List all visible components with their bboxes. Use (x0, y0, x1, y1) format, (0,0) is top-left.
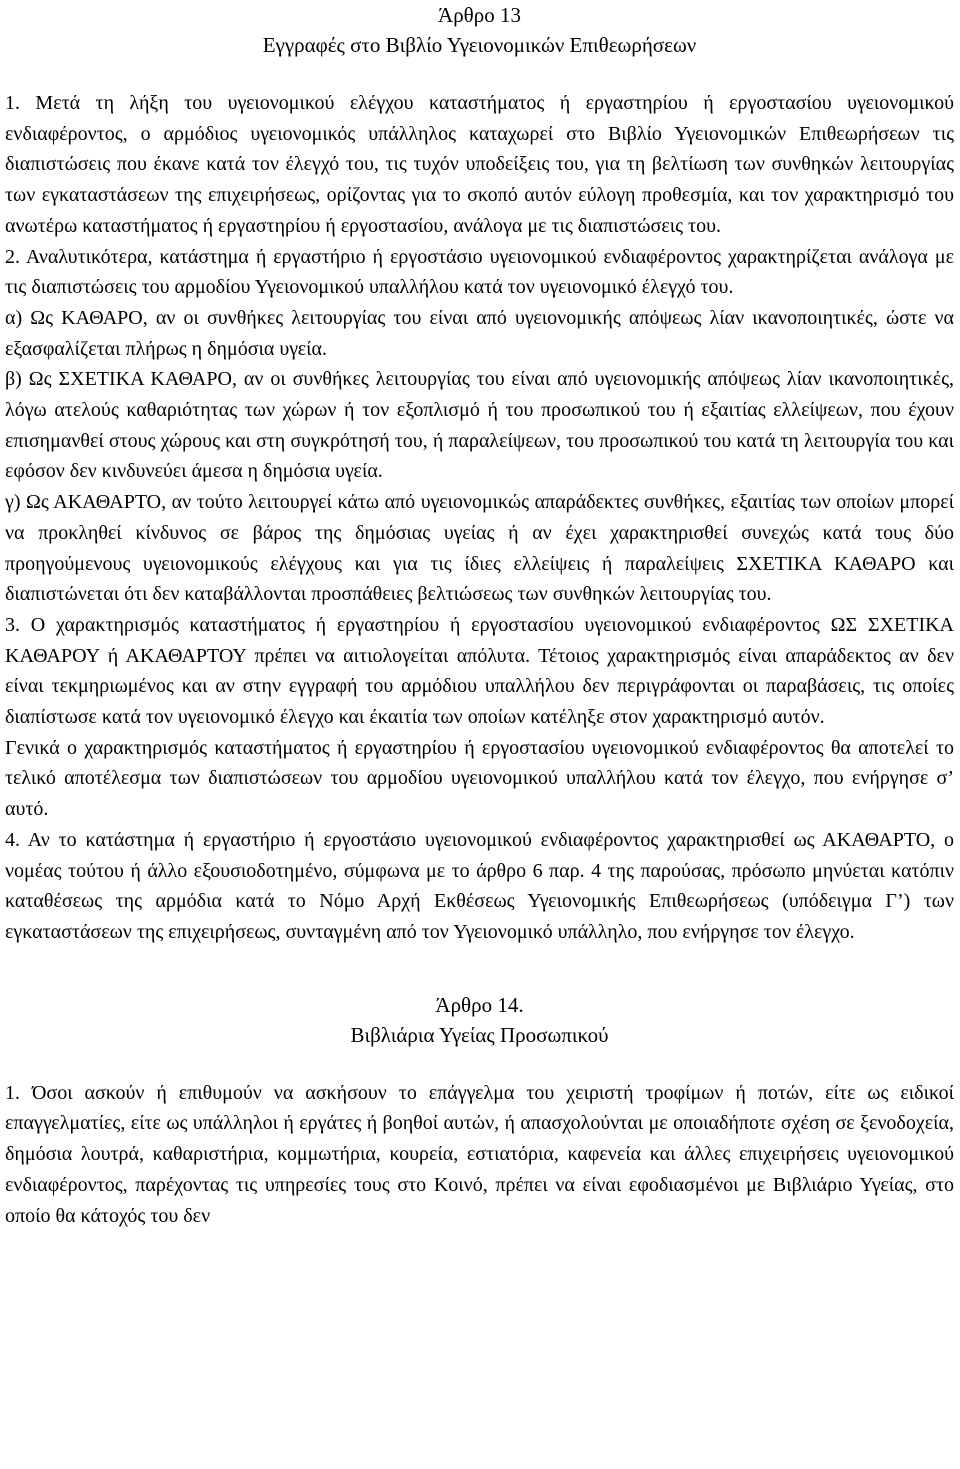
article-13-title: Εγγραφές στο Βιβλίο Υγειονομικών Επιθεωρήσεων (262, 33, 697, 57)
article-14-body (5, 1078, 954, 1232)
article-14-title: Βιβλιάρια Υγείας Προσωπικού (350, 1022, 609, 1047)
paragraph-4: 4. Αν το κατάστημα ή εργαστήριο ή εργοστάσιο υγειονομικού ενδιαφέροντος χαρακτηρισθεί ως ΑΚΑΘΑΡΤΟ, ο νομέας τούτου ή άλλο εξουσιοδοτημένο, σύμφωνα με το άρθρο 6 παρ. 4 της παρούσας, πρόσωπο μηνύεται κατόπιν καταθέσεως της αρμόδια κατά το Νόμο Αρχή Εκθέσεως Υγειονομικής Επιθεωρήσεως (υπόδειγμα Γ’) των εγκαταστάσεων της επιχειρήσεως, συνταγμένη από τον Υγειονομικό υπάλληλο, που ενήργησε τον έλεγχο. (5, 828, 954, 943)
paragraph-3: 3. Ο χαρακτηρισμός καταστήματος ή εργαστηρίου ή εργοστασίου υγειονομικού ενδιαφέροντος ΩΣ ΣΧΕΤΙΚΑ ΚΑΘΑΡΟΥ ή ΑΚΑΘΑΡΤΟΥ πρέπει να αιτιολογείται απόλυτα. Τέτοιος χαρακτηρισμός είναι απαράδεκτος αν δεν είναι τεκμηριωμένος και αν στην εγγραφή του αρμόδιου υπαλλήλου δεν περιγράφονται οι παραβάσεις, τις οποίες διαπίστωσε κατά τον υγειονομικό έλεγχο και έκαιτία των οποίων κατέληξε στον χαρακτηρισμό αυτόν. (5, 613, 954, 729)
paragraph-2c: γ) Ως ΑΚΑΘΑΡΤΟ, αν τούτο λειτουργεί κάτω από υγειονομικώς απαράδεκτες συνθήκες, εξαιτίας των οποίων μπορεί να προκληθεί κίνδυνος σε βάρος της δημόσιας υγείας ή αν έχει χαρακτηρισθεί συνεχώς κατά τους δύο προηγούμενους υγειονομικούς ελέγχους και για τις ίδιες ελλείψεις ή παραλείψεις ΣΧΕΤΙΚΑ ΚΑΘΑΡΟ και διαπιστώνεται ότι δεν καταβάλλονται προσπάθειες βελτιώσεως των συνθηκών λειτουργίας του. (5, 491, 954, 606)
article-13 (5, 0, 954, 948)
article-13-number: Άρθρο 13 (438, 3, 521, 27)
paragraph-1-article-14: 1. Όσοι ασκούν ή επιθυμούν να ασκήσουν το επάγγελμα του χειριστή τροφίμων ή ποτών, είτε ως ειδικοί επαγγελματίες, είτε ως υπάλληλοι ή εργάτες ή βοηθοί αυτών, ή απασχολούνται με οποιαδήποτε σχέση σε ξενοδοχεία, δημόσια λουτρά, καθαριστήρια, κομμωτήρια, κουρεία, εστιατόρια, καφενεία και άλλες επιχειρήσεις υγειονομικού ενδιαφέροντος, παρέχοντας τις υπηρεσίες τους στο Κοινό, πρέπει να είναι εφοδιασμένοι με Βιβλιάριο Υγείας, στο οποίο θα κάτοχός του δεν (5, 1081, 954, 1227)
paragraph-2b: β) Ως ΣΧΕΤΙΚΑ ΚΑΘΑΡΟ, αν οι συνθήκες λειτουργίας του είναι από υγειονομικής απόψεως λίαν ικανοποιητικές, λόγω ατελούς καθαριότητας των χώρων ή τον εξοπλισμό ή του προσωπικού του ή εξαιτίας ελλείψεων, που έχουν επισημανθεί στους χώρους και στη συγκρότησή του, ή παραλείψεων, του προσωπικού του κατά τη λειτουργία του και εφόσον δεν κινδυνεύει άμεσα η δημόσια υγεία. (5, 368, 954, 483)
paragraph-1: 1. Μετά τη λήξη του υγειονομικού ελέγχου καταστήματος ή εργαστηρίου ή εργοστασίου υγειονομικού ενδιαφέροντος, ο αρμόδιος υγειονομικός υπάλληλος καταχωρεί στο Βιβλίο Υγειονομικών Επιθεωρήσεων τις διαπιστώσεις που έκανε κατά τον έλεγχό του, τις τυχόν υποδείξεις του, για τη βελτίωση των συνθηκών λειτουργίας των εγκαταστάσεων της επιχειρήσεως, ορίζοντας για το σκοπό αυτόν εύλογη προθεσμία, και τον χαρακτηρισμό του ανωτέρω καταστήματος ή εργαστηρίου ή εργοστασίου, ανάλογα με τις διαπιστώσεις του. (5, 92, 954, 237)
article-14-number: Άρθρο 14. (435, 992, 524, 1017)
paragraph-2: 2. Αναλυτικότερα, κατάστημα ή εργαστήριο ή εργοστάσιο υγειονομικού ενδιαφέροντος χαρακτηρίζεται ανάλογα με τις διαπιστώσεις του αρμοδίου Υγειονομικού υπαλλήλου κατά τον υγειονομικό έλεγχό του. (5, 245, 954, 299)
article-14 (5, 990, 954, 1232)
paragraph-2a: α) Ως ΚΑΘΑΡΟ, αν οι συνθήκες λειτουργίας του είναι από υγειονομικής απόψεως λίαν ικανοποιητικές, ώστε να εξασφαλίζεται πλήρως η δημόσια υγεία. (5, 306, 954, 360)
article-13-body (5, 88, 954, 948)
paragraph-3-general: Γενικά ο χαρακτηρισμός καταστήματος ή εργαστηρίου ή εργοστασίου υγειονομικού ενδιαφέροντος θα αποτελεί το τελικό αποτέλεσμα των διαπιστώσεων του αρμοδίου υγειονομικού υπαλλήλου κατά τον έλεγχο, που ενήργησε σ’ αυτό. (5, 736, 954, 821)
